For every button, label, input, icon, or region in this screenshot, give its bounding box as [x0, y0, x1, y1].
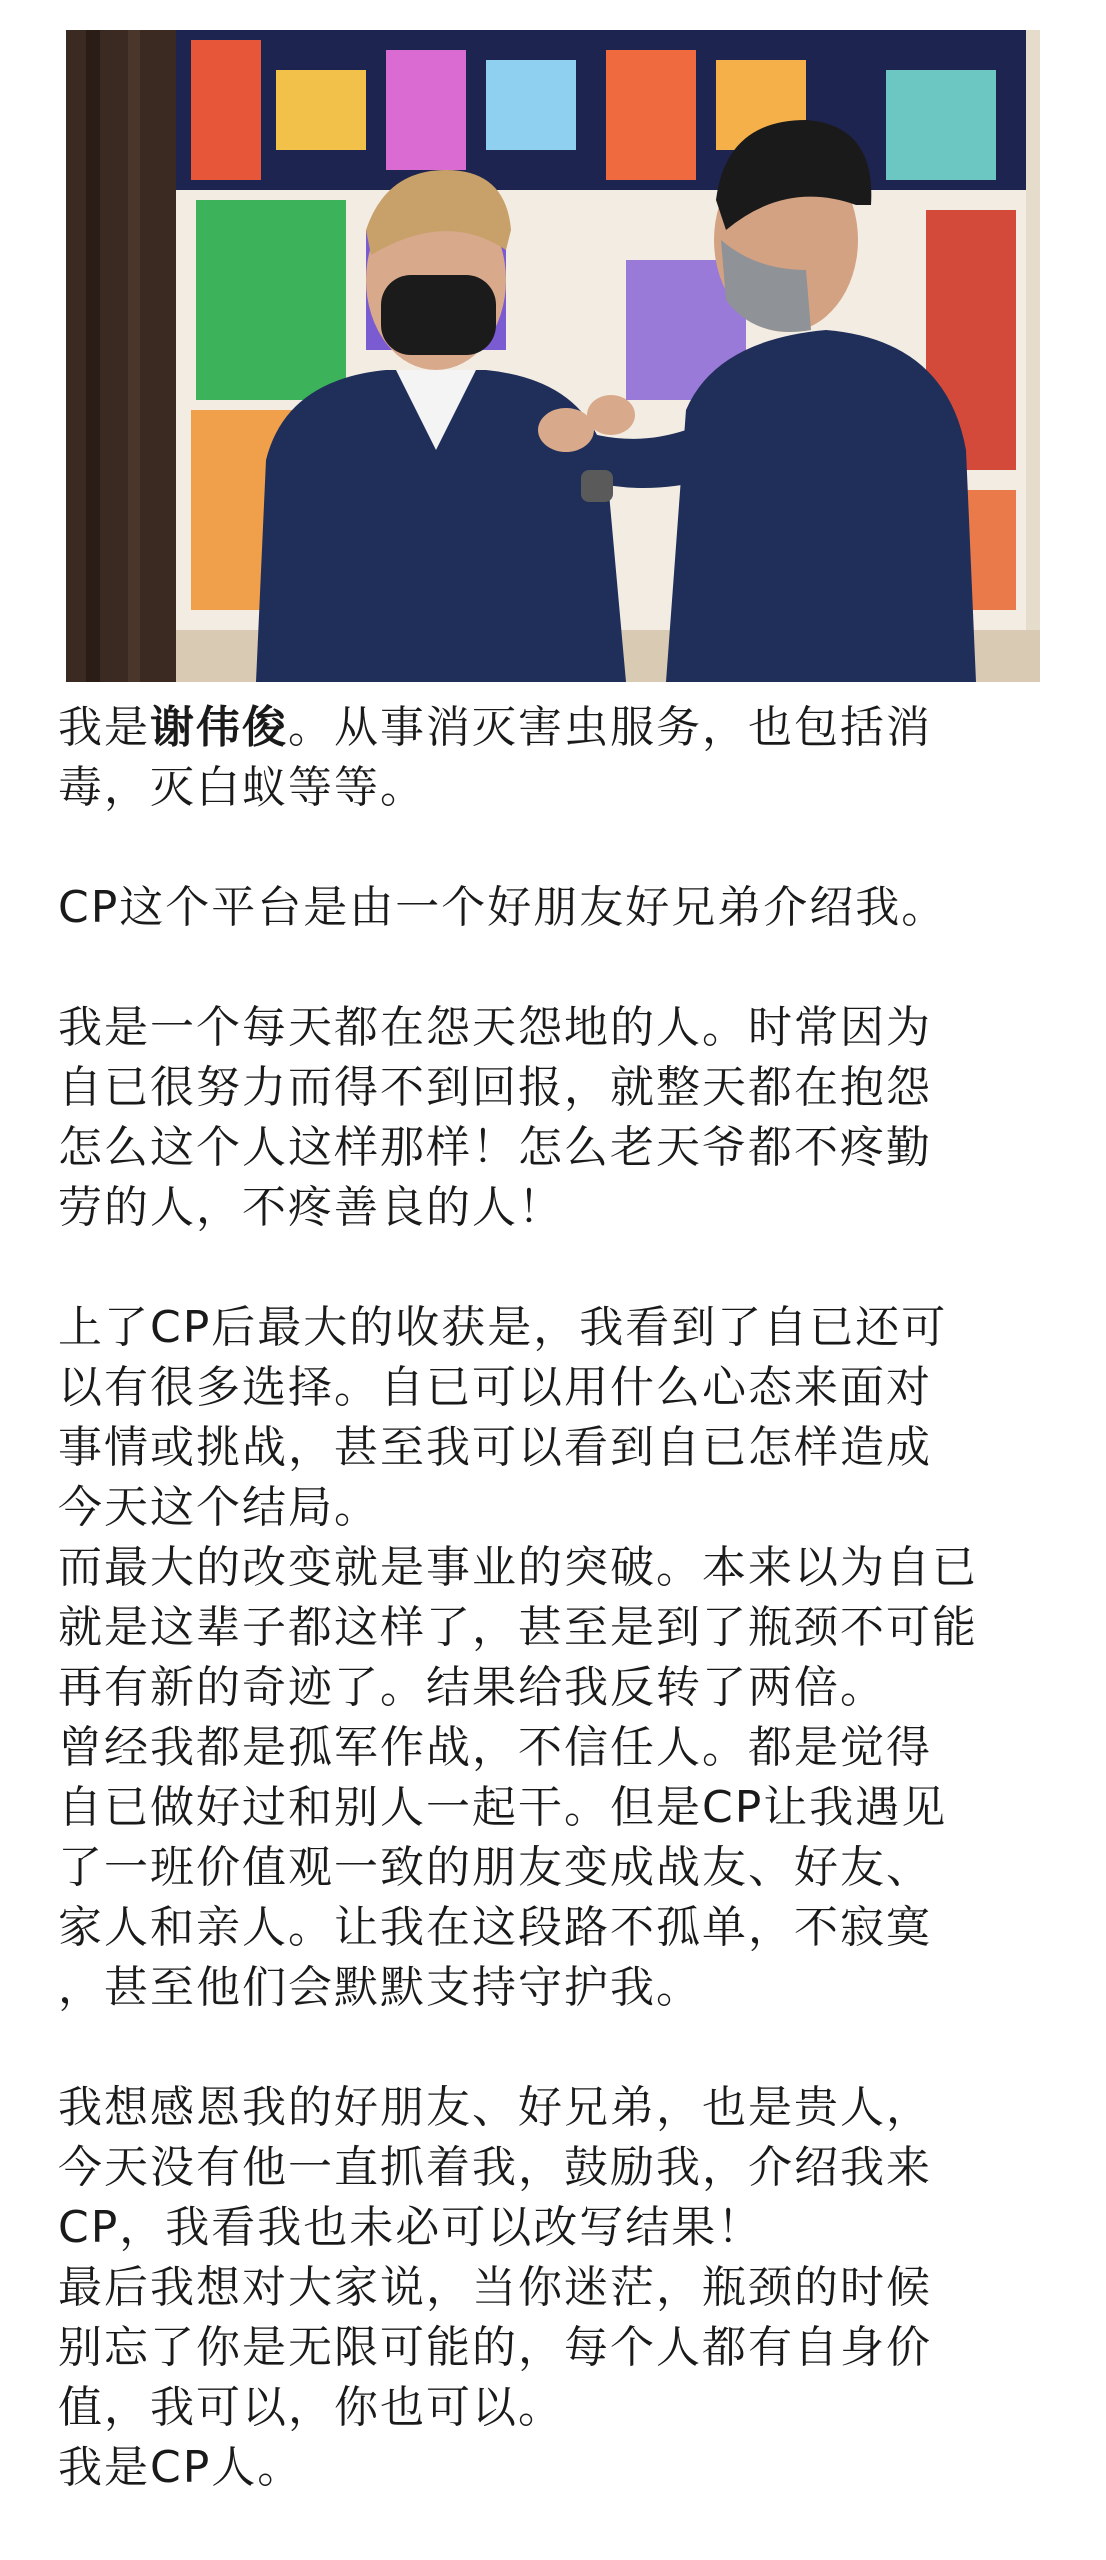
paragraph-4-line: 而最大的改变就是事业的突破。本来以为自已 [58, 1542, 978, 1593]
paragraph-gap [58, 1238, 1058, 1298]
paragraph-5-line: 值，我可以，你也可以。 [58, 2382, 564, 2433]
paragraph-4-line: 事情或挑战，甚至我可以看到自已怎样造成 [58, 1422, 932, 1473]
paragraph-5-line: 今天没有他一直抓着我，鼓励我，介绍我来 [58, 2142, 932, 2193]
paragraph-gap [58, 938, 1058, 998]
paragraph-4-line: 家人和亲人。让我在这段路不孤单，不寂寞 [58, 1902, 932, 1953]
paragraph-gap [58, 818, 1058, 878]
paragraph-4-line: 今天这个结局。 [58, 1482, 380, 1533]
photo-illustration [66, 30, 1040, 682]
paragraph-gap [58, 2018, 1058, 2078]
paragraph-3-line: 我是一个每天都在怨天怨地的人。时常因为 [58, 1002, 932, 1053]
article-photo [66, 30, 1040, 682]
intro-rest: 。从事消灭害虫服务，也包括消 [288, 702, 932, 753]
paragraph-4-line: 了一班价值观一致的朋友变成战友、好友、 [58, 1842, 932, 1893]
paragraph-4-line: 再有新的奇迹了。结果给我反转了两倍。 [58, 1662, 886, 1713]
article-body [58, 698, 1058, 2498]
paragraph-4-line: 自已做好过和别人一起干。但是CP让我遇见 [58, 1782, 948, 1833]
paragraph-3-line: 劳的人，不疼善良的人！ [58, 1182, 564, 1233]
paragraph-3-line: 自已很努力而得不到回报，就整天都在抱怨 [58, 1062, 932, 1113]
paragraph-4-line: 就是这辈子都这样了，甚至是到了瓶颈不可能 [58, 1602, 978, 1653]
paragraph-4-line: ，甚至他们会默默支持守护我。 [58, 1962, 702, 2013]
paragraph-3-line: 怎么这个人这样那样！怎么老天爷都不疼勤 [58, 1122, 932, 1173]
paragraph-2: CP这个平台是由一个好朋友好兄弟介绍我。 [58, 882, 948, 933]
author-name: 谢伟俊 [150, 702, 288, 753]
paragraph-5-line: 我想感恩我的好朋友、好兄弟，也是贵人， [58, 2082, 932, 2133]
paragraph-5-line: CP，我看我也未必可以改写结果！ [58, 2202, 764, 2253]
intro-line-2: 毒，灭白蚁等等。 [58, 762, 426, 813]
intro-line-1 [58, 698, 1058, 758]
paragraph-4-line: 曾经我都是孤军作战，不信任人。都是觉得 [58, 1722, 932, 1773]
paragraph-5-line: 别忘了你是无限可能的，每个人都有自身价 [58, 2322, 932, 2373]
intro-prefix: 我是 [58, 702, 150, 753]
paragraph-5-line: 最后我想对大家说，当你迷茫，瓶颈的时候 [58, 2262, 932, 2313]
paragraph-4-line: 上了CP后最大的收获是，我看到了自已还可 [58, 1302, 948, 1353]
paragraph-4-line: 以有很多选择。自已可以用什么心态来面对 [58, 1362, 932, 1413]
paragraph-5-line: 我是CP人。 [58, 2442, 304, 2493]
